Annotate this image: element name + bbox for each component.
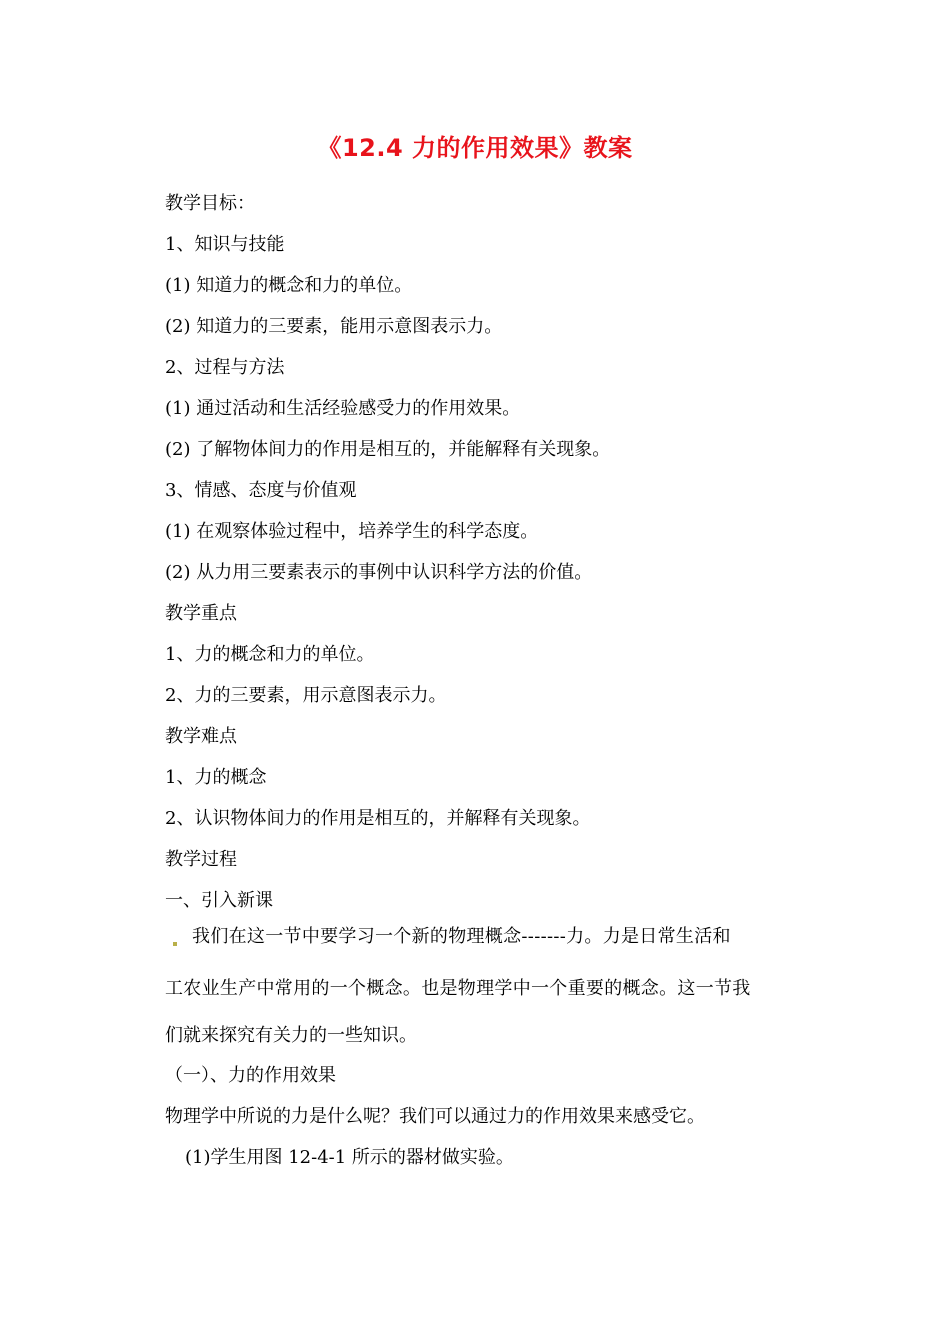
text-line: 2、过程与方法: [165, 357, 285, 378]
text-line: 1、力的概念: [165, 767, 267, 788]
text-line: (1) 通过活动和生活经验感受力的作用效果。: [165, 398, 521, 419]
text-line: (1) 知道力的概念和力的单位。: [165, 275, 413, 296]
text-line: 1、知识与技能: [165, 234, 285, 255]
text-line: (2) 知道力的三要素，能用示意图表示力。: [165, 316, 503, 337]
text-line: 2、力的三要素，用示意图表示力。: [165, 685, 447, 706]
text-line: (2) 从力用三要素表示的事例中认识科学方法的价值。: [165, 562, 593, 583]
text-line: 教学目标：: [165, 193, 255, 214]
text-line: (1)学生用图 12-4-1 所示的器材做实验。: [185, 1147, 514, 1168]
scan-mark: [173, 942, 177, 946]
text-line: (1) 在观察体验过程中，培养学生的科学态度。: [165, 521, 539, 542]
paragraph-line: 我们在这一节中要学习一个新的物理概念-------力。力是日常生活和: [172, 925, 731, 949]
text-line: 一、引入新课: [165, 890, 273, 911]
text-line: 1、力的概念和力的单位。: [165, 644, 375, 665]
paragraph-line: 工农业生产中常用的一个概念。也是物理学中一个重要的概念。这一节我: [165, 978, 751, 999]
text-line: 教学难点: [165, 726, 237, 747]
paragraph-line: 们就来探究有关力的一些知识。: [165, 1025, 417, 1046]
text-line: 物理学中所说的力是什么呢？我们可以通过力的作用效果来感受它。: [165, 1106, 705, 1127]
text-line: (2) 了解物体间力的作用是相互的，并能解释有关现象。: [165, 439, 611, 460]
document-title: 《12.4 力的作用效果》教案: [317, 134, 633, 162]
section-heading: （一）、力的作用效果: [165, 1065, 336, 1086]
text-line: 教学重点: [165, 603, 237, 624]
text-line: 2、认识物体间力的作用是相互的，并解释有关现象。: [165, 808, 591, 829]
text-line: 3、情感、态度与价值观: [165, 480, 357, 501]
text-line: 教学过程: [165, 849, 237, 870]
